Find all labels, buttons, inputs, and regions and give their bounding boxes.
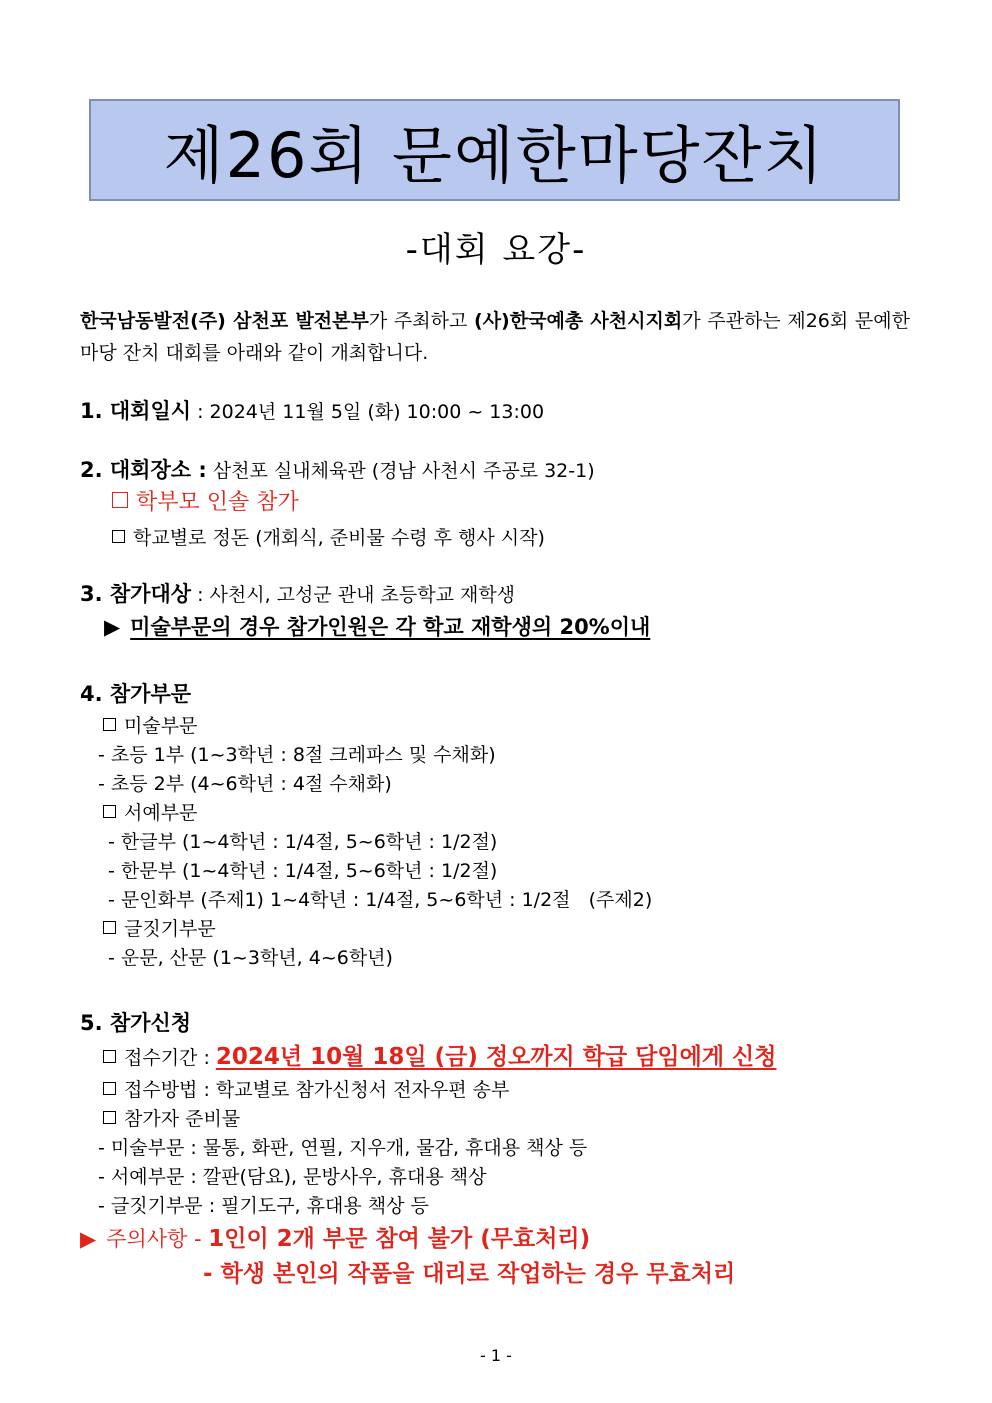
checkbox-icon — [112, 492, 128, 508]
section-2-red-note-text: 학부모 인솔 참가 — [136, 490, 299, 515]
preparation-materials — [103, 1106, 240, 1132]
page-number: - 1 - — [480, 1346, 512, 1365]
checkbox-icon — [103, 1082, 116, 1095]
art-item-1: - 초등 1부 (1~3학년 : 8절 크레파스 및 수채화) — [98, 744, 496, 766]
checkbox-icon — [103, 718, 116, 731]
section-2 — [80, 457, 595, 484]
writing-item-1: - 운문, 산문 (1~3학년, 4~6학년) — [108, 947, 393, 969]
section-2-note — [112, 525, 545, 551]
checkbox-icon — [112, 530, 125, 543]
section-2-heading: 2. 대회장소 : — [80, 458, 207, 482]
section-1-heading: 1. 대회일시 — [80, 399, 192, 423]
checkbox-icon — [103, 921, 116, 934]
triangle-marker-icon: ▶ — [104, 615, 121, 639]
preparation-item-1: - 미술부문 : 물통, 화판, 연필, 지우개, 물감, 휴대용 책상 등 — [98, 1137, 588, 1159]
section-2-note-text: 학교별로 정돈 (개회식, 준비물 수령 후 행사 시작) — [133, 527, 545, 549]
calligraphy-item-1: - 한글부 (1~4학년 : 1/4절, 5~6학년 : 1/2절) — [108, 831, 498, 853]
title-box — [89, 99, 900, 201]
writing-category-label: 글짓기부문 — [124, 918, 216, 940]
application-period-label: 접수기간 : — [124, 1047, 216, 1069]
section-5-heading: 5. 참가신청 — [80, 1011, 192, 1035]
caution — [80, 1226, 590, 1252]
section-5 — [80, 1010, 191, 1037]
art-item-2: - 초등 2부 (4~6학년 : 4절 수채화) — [98, 773, 392, 795]
preparation-materials-label: 참가자 준비물 — [124, 1108, 241, 1130]
caution-line-2 — [203, 1261, 735, 1288]
intro-text-2: 가 주관하는 제26회 문예한마당 잔치 대회를 아래와 같이 개최합니다. — [80, 310, 910, 364]
section-2-text: 삼천포 실내체육관 (경남 사천시 주공로 32-1) — [206, 460, 595, 482]
caution-item-2: - 학생 본인의 작품을 대리로 작업하는 경우 무효처리 — [203, 1261, 736, 1287]
application-method-text: 접수방법 : 학교별로 참가신청서 전자우편 송부 — [124, 1079, 510, 1101]
section-3-text: : 사천시, 고성군 관내 초등학교 재학생 — [191, 584, 516, 606]
section-1-text: : 2024년 11월 5일 (화) 10:00 ~ 13:00 — [191, 401, 545, 423]
section-3 — [80, 581, 515, 608]
intro-text-1: 가 주최하고 — [368, 310, 475, 332]
checkbox-icon — [103, 1050, 116, 1063]
preparation-item-2: - 서예부문 : 깔판(담요), 문방사우, 휴대용 책상 — [98, 1166, 487, 1188]
writing-category — [103, 916, 216, 942]
section-3-note — [104, 614, 650, 640]
calligraphy-category-label: 서예부문 — [124, 802, 198, 824]
section-3-heading: 3. 참가대상 — [80, 582, 192, 606]
preparation-item-3: - 글짓기부문 : 필기도구, 휴대용 책상 등 — [98, 1195, 429, 1217]
calligraphy-category — [103, 800, 197, 826]
section-2-red-note — [112, 490, 299, 516]
caution-label: 주의사항 - — [106, 1227, 209, 1251]
intro-paragraph — [80, 305, 910, 369]
art-category-label: 미술부문 — [124, 715, 198, 737]
section-1 — [80, 398, 544, 425]
checkbox-icon — [103, 805, 116, 818]
caution-item-1: 1인이 2개 부문 참여 불가 (무효처리) — [208, 1226, 591, 1252]
application-method — [103, 1077, 509, 1103]
intro-host: 한국남동발전(주) 삼천포 발전본부 — [80, 310, 369, 332]
section-4 — [80, 681, 191, 708]
document-subtitle: -대회 요강- — [405, 230, 587, 270]
calligraphy-item-3: - 문인화부 (주제1) 1~4학년 : 1/4절, 5~6학년 : 1/2절 (주제2) — [108, 889, 653, 911]
document-title: 제26회 문예한마당잔치 — [163, 118, 826, 192]
application-period — [103, 1044, 777, 1071]
intro-organizer: (사)한국예총 사천시지회 — [474, 310, 683, 332]
calligraphy-item-2: - 한문부 (1~4학년 : 1/4절, 5~6학년 : 1/2절) — [108, 860, 498, 882]
section-4-heading: 4. 참가부문 — [80, 682, 192, 706]
application-period-value: 2024년 10월 18일 (금) 정오까지 학급 담임에게 신청 — [215, 1044, 777, 1070]
art-category — [103, 713, 197, 739]
section-3-note-text: 미술부문의 경우 참가인원은 각 학교 재학생의 20%이내 — [130, 615, 651, 639]
triangle-marker-icon: ▶ — [80, 1227, 97, 1251]
checkbox-icon — [103, 1111, 116, 1124]
